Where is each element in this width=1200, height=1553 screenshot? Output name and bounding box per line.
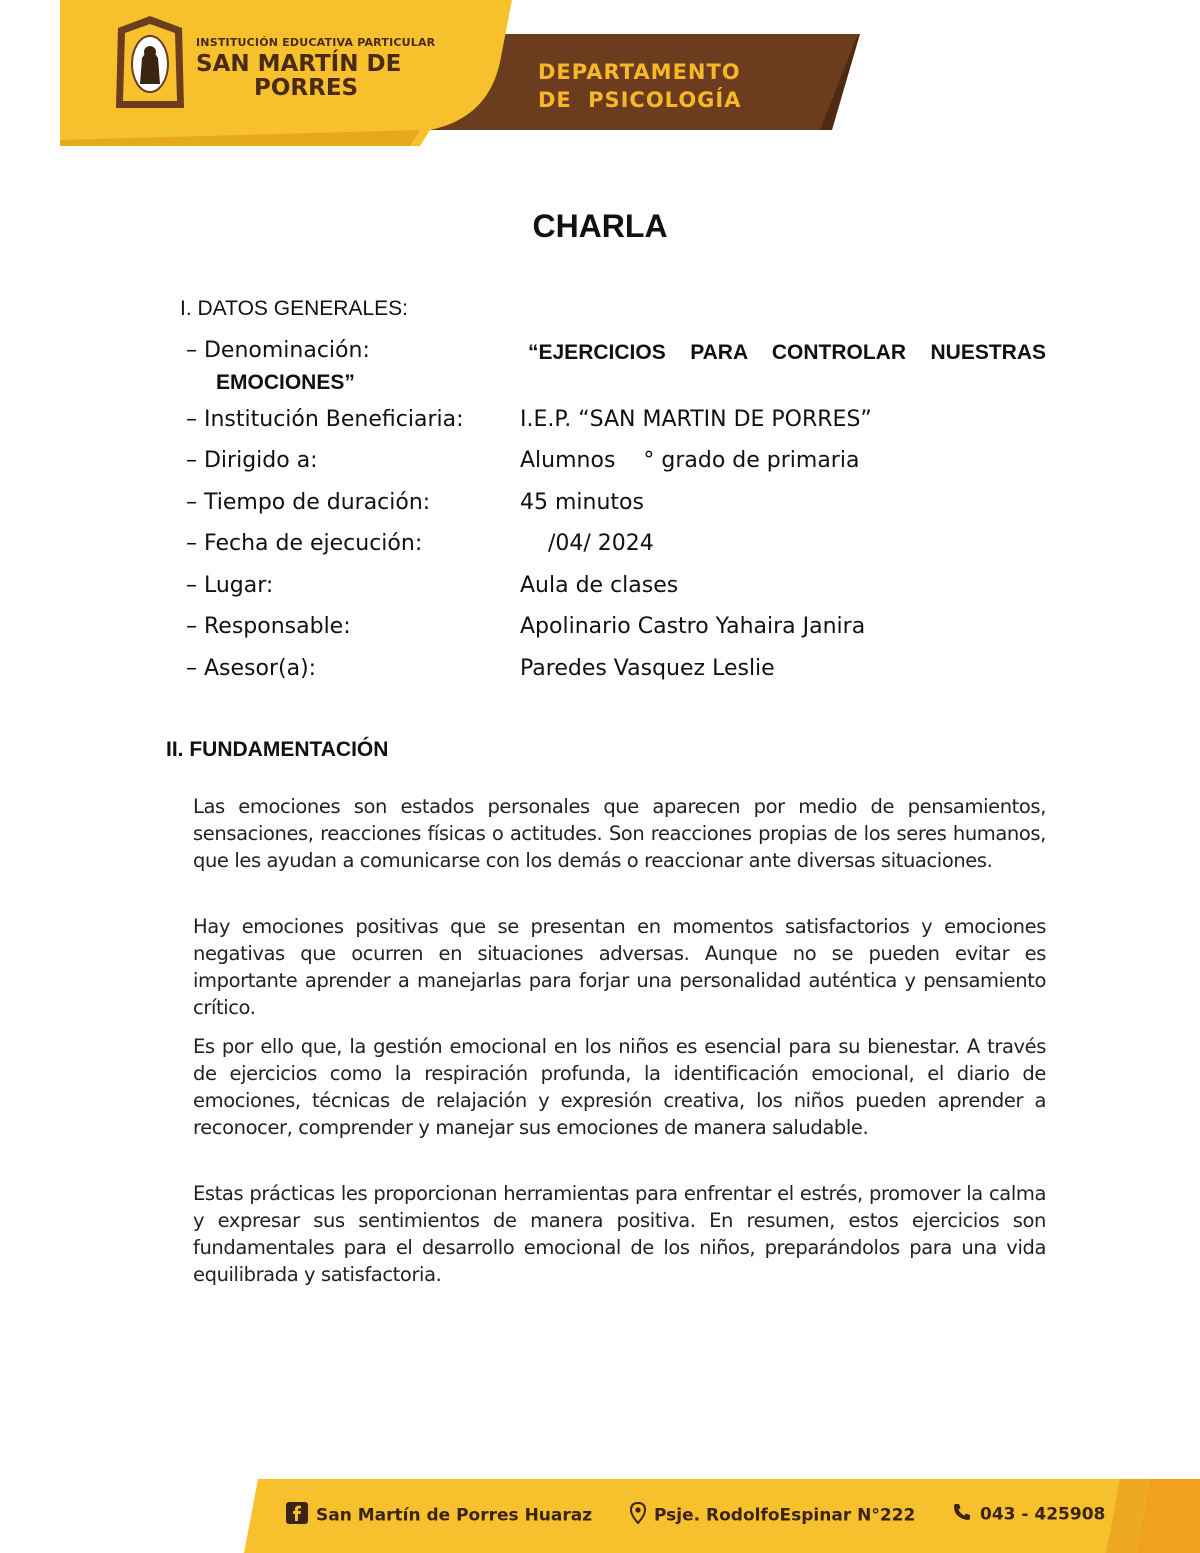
department-line1: DEPARTAMENTO (538, 60, 741, 84)
info-value: Paredes Vasquez Leslie (520, 656, 775, 681)
info-label: – Dirigido a: (186, 448, 318, 473)
paragraph: Hay emociones positivas que se presentan en momentos satisfactorios y emociones negativas que ocurren en situaciones adversas. Aunque no se pueden evitar es importante aprender a manejarlas para forjar una personalidad auténtica y pensamiento crítico. (193, 915, 1046, 1019)
info-label: – Fecha de ejecución: (186, 531, 423, 556)
institution-name-line2: PORRES (254, 75, 359, 101)
denomination-value: “EJERCICIOS PARA CONTROLAR NUESTRAS EMOCIONES” (216, 341, 1046, 394)
location-pin-icon (630, 1502, 646, 1529)
info-value: 45 minutos (520, 490, 644, 515)
section-heading-general-data: I. DATOS GENERALES: (180, 297, 408, 320)
info-label: – Responsable: (186, 614, 351, 639)
info-label: – Lugar: (186, 573, 274, 598)
institution-subtitle: INSTITUCIÓN EDUCATIVA PARTICULAR (196, 36, 436, 49)
document-title: CHARLA (532, 208, 668, 244)
phone-icon (952, 1502, 972, 1527)
info-value: Aula de clases (520, 573, 679, 598)
info-label: – Institución Beneficiaria: (186, 407, 464, 432)
institution-name-line1: SAN MARTÍN DE (196, 51, 402, 77)
footer-address (630, 1502, 915, 1529)
footer-address-text: Psje. RodolfoEspinar N°222 (654, 1505, 916, 1526)
paragraph: Las emociones son estados personales que aparecen por medio de pensamientos, sensaciones, reacciones físicas o actitudes. Son reacciones propias de los seres humanos, que les ayudan a comunicarse con los demás o reaccionar ante diversas situaciones. (193, 795, 1046, 872)
info-value: Apolinario Castro Yahaira Janira (520, 614, 866, 639)
footer-facebook-text: San Martín de Porres Huaraz (316, 1505, 593, 1526)
footer-phone-text: 043 - 425908 (980, 1504, 1106, 1525)
info-label: – Tiempo de duración: (186, 490, 431, 515)
institution-name (196, 52, 436, 100)
info-label: – Asesor(a): (186, 656, 317, 681)
denomination-label: – Denominación: (186, 338, 370, 363)
paragraph: Estas prácticas les proporcionan herramientas para enfrentar el estrés, promover la calma y expresar sus sentimientos de manera positiva. En resumen, estos ejercicios son fundamentales para el desarrollo emocional de los niños, preparándolos para una vida equilibrada y satisfactoria. (193, 1182, 1046, 1286)
facebook-icon (286, 1502, 308, 1529)
paragraph: Es por ello que, la gestión emocional en los niños es esencial para su bienestar. A través de ejercicios como la respiración profunda, la identificación emocional, el diario de emociones, técnicas de relajación y expresión creativa, los niños pueden aprender a reconocer, comprender y manejar sus emociones de manera saludable. (193, 1035, 1046, 1139)
footer-phone (952, 1502, 1105, 1527)
department-title (538, 58, 741, 114)
department-line2: DE PSICOLOGÍA (538, 88, 742, 112)
info-value: /04/ 2024 (520, 531, 654, 556)
school-emblem-icon (116, 16, 184, 108)
footer-facebook[interactable] (286, 1502, 592, 1529)
info-value: I.E.P. “SAN MARTIN DE PORRES” (520, 407, 872, 432)
info-value: Alumnos ° grado de primaria (520, 448, 860, 473)
section-heading-fundamentacion: II. FUNDAMENTACIÓN (166, 738, 389, 761)
